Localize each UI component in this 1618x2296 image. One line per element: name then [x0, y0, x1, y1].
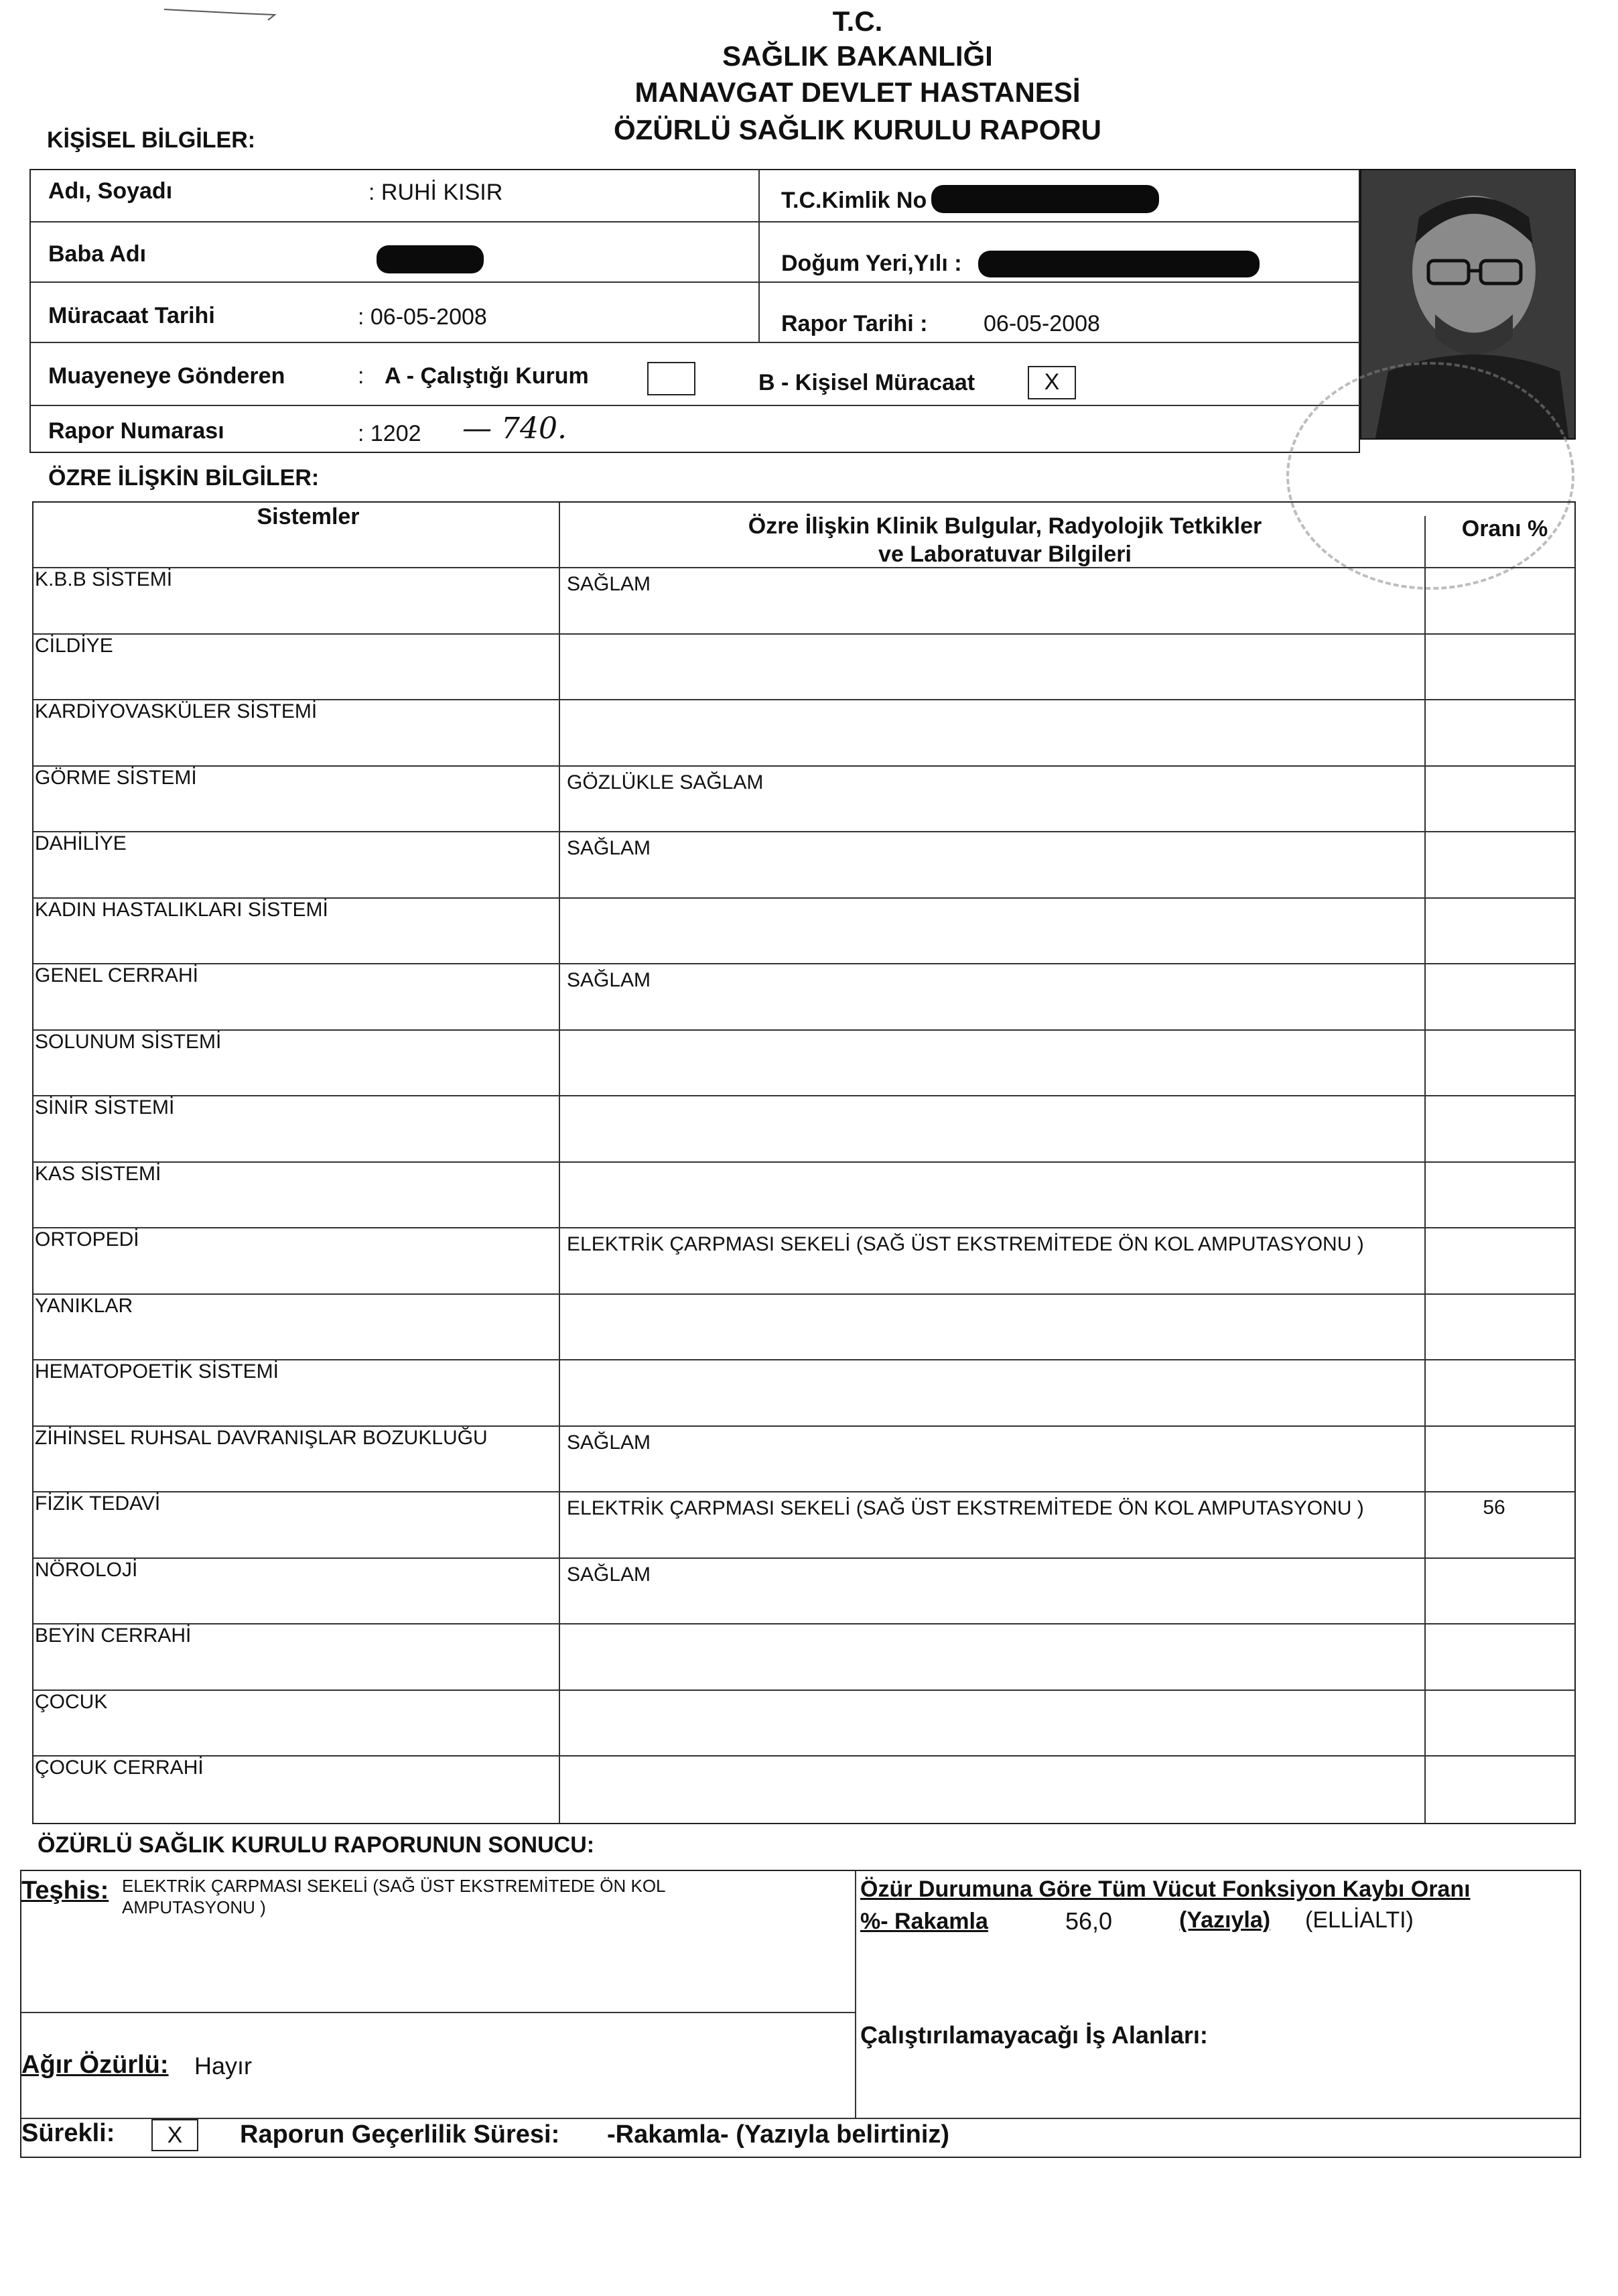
col-header-rate: Oranı %	[1461, 516, 1548, 541]
divider	[758, 170, 760, 342]
unworkable-label: Çalıştırılamayacağı İş Alanları:	[860, 2021, 1208, 2049]
severe-label: Ağır Özürlü:	[21, 2051, 169, 2079]
col-header-systems: Sistemler	[257, 504, 360, 529]
system-name: ORTOPEDİ	[35, 1228, 139, 1251]
scribble-mark	[161, 3, 281, 23]
system-finding: SAĞLAM	[567, 1564, 651, 1586]
header-report-title: ÖZÜRLÜ SAĞLIK KURULU RAPORU	[614, 114, 1101, 145]
system-name: YANIKLAR	[35, 1295, 133, 1317]
row-divider	[33, 633, 1574, 635]
personal-info-box	[29, 169, 1360, 453]
system-finding: ELEKTRİK ÇARPMASI SEKELİ (SAĞ ÜST EKSTREMİTEDE ÖN KOL AMPUTASYONU )	[567, 1497, 1364, 1519]
system-name: HEMATOPOETİK SİSTEMİ	[35, 1360, 279, 1383]
row-divider	[33, 567, 1574, 568]
system-name: NÖROLOJİ	[35, 1559, 138, 1581]
system-name: KARDİYOVASKÜLER SİSTEMİ	[35, 700, 318, 722]
row-divider	[33, 1293, 1574, 1295]
referrer-label: Muayeneye Gönderen	[48, 363, 285, 389]
row-divider	[33, 765, 1574, 767]
row-divider	[33, 1689, 1574, 1691]
report-date-value: 06-05-2008	[984, 311, 1100, 336]
divider	[31, 342, 1360, 343]
referrer-colon: :	[358, 363, 364, 389]
redaction-bar	[978, 251, 1260, 277]
column-divider	[855, 1871, 856, 2119]
validity-hint: -Rakamla- (Yazıyla belirtiniz)	[607, 2120, 950, 2149]
system-name: GENEL CERRAHİ	[35, 964, 198, 986]
column-divider	[1424, 516, 1426, 1823]
row-divider	[33, 1623, 1574, 1624]
name-value: : RUHİ KISIR	[368, 180, 503, 205]
system-name: DAHİLİYE	[35, 832, 127, 854]
system-finding: SAĞLAM	[567, 573, 651, 595]
row-divider	[33, 831, 1574, 832]
row-divider	[33, 1029, 1574, 1031]
loss-text-value: (ELLİALTI)	[1305, 1907, 1414, 1933]
loss-text-label: (Yazıyla)	[1179, 1907, 1271, 1933]
column-divider	[559, 503, 560, 1823]
tc-label: T.C.Kimlik No	[781, 188, 927, 213]
option-a-label: A - Çalıştığı Kurum	[385, 363, 589, 389]
row-divider	[33, 963, 1574, 964]
divider	[21, 2012, 855, 2013]
diagnosis-value: ELEKTRİK ÇARPMASI SEKELİ (SAĞ ÜST EKSTREMİTEDE ÖN KOL AMPUTASYONU )	[122, 1876, 665, 1917]
divider	[21, 2118, 1580, 2119]
system-name: ÇOCUK CERRAHİ	[35, 1757, 204, 1779]
col-header-findings-2: ve Laboratuvar Bilgileri	[878, 541, 1132, 567]
option-a-checkbox[interactable]	[647, 362, 695, 395]
result-section-title: ÖZÜRLÜ SAĞLIK KURULU RAPORUNUN SONUCU:	[38, 1832, 595, 1858]
system-name: FİZİK TEDAVİ	[35, 1492, 161, 1515]
disability-section-title: ÖZRE İLİŞKİN BİLGİLER:	[48, 465, 320, 491]
header-hospital: MANAVGAT DEVLET HASTANESİ	[634, 76, 1081, 108]
system-rate: 56	[1483, 1496, 1505, 1519]
divider	[31, 405, 1360, 406]
permanent-checkbox[interactable]: X	[151, 2119, 198, 2151]
name-label: Adı, Soyadı	[48, 178, 173, 204]
system-name: GÖRME SİSTEMİ	[35, 767, 197, 789]
report-number-label: Rapor Numarası	[48, 418, 224, 444]
system-name: ÇOCUK	[35, 1691, 108, 1713]
system-name: K.B.B SİSTEMİ	[35, 568, 173, 590]
application-date-value: : 06-05-2008	[358, 304, 487, 330]
row-divider	[33, 1755, 1574, 1757]
system-name: ZİHİNSEL RUHSAL DAVRANIŞLAR BOZUKLUĞU	[35, 1427, 488, 1449]
report-date-label: Rapor Tarihi :	[781, 311, 928, 336]
divider	[31, 221, 1360, 222]
birth-label: Doğum Yeri,Yılı :	[781, 251, 962, 276]
application-date-label: Müracaat Tarihi	[48, 303, 215, 328]
father-label: Baba Adı	[48, 241, 147, 267]
header-tc: T.C.	[832, 5, 883, 37]
system-finding: GÖZLÜKLE SAĞLAM	[567, 771, 764, 793]
system-name: CİLDİYE	[35, 635, 113, 657]
system-name: SİNİR SİSTEMİ	[35, 1096, 175, 1119]
loss-numeric-value: 56,0	[1065, 1907, 1113, 1935]
row-divider	[33, 1557, 1574, 1559]
row-divider	[33, 1491, 1574, 1492]
row-divider	[33, 1227, 1574, 1228]
redaction-bar	[377, 245, 484, 273]
permanent-label: Sürekli:	[21, 2119, 115, 2147]
system-finding: SAĞLAM	[567, 969, 651, 991]
system-name: KAS SİSTEMİ	[35, 1163, 161, 1185]
option-b-checkbox[interactable]: X	[1028, 366, 1076, 399]
system-finding: SAĞLAM	[567, 1431, 651, 1454]
redaction-bar	[931, 185, 1159, 213]
system-name: KADIN HASTALIKLARI SİSTEMİ	[35, 899, 328, 921]
option-b-label: B - Kişisel Müracaat	[758, 370, 975, 395]
validity-label: Raporun Geçerlilik Süresi:	[240, 2120, 560, 2149]
system-finding: ELEKTRİK ÇARPMASI SEKELİ (SAĞ ÜST EKSTREMİTEDE ÖN KOL AMPUTASYONU )	[567, 1233, 1364, 1255]
loss-title: Özür Durumuna Göre Tüm Vücut Fonksiyon Kaybı Oranı	[860, 1876, 1471, 1902]
col-header-findings-1: Özre İlişkin Klinik Bulgular, Radyolojik Tetkikler	[748, 513, 1262, 539]
divider	[31, 281, 1360, 283]
system-name: SOLUNUM SİSTEMİ	[35, 1031, 222, 1053]
row-divider	[33, 1161, 1574, 1163]
header-ministry: SAĞLIK BAKANLIĞI	[722, 40, 993, 72]
loss-numeric-label: %- Rakamla	[860, 1909, 988, 1934]
report-number-value: : 1202	[358, 421, 421, 446]
system-name: BEYİN CERRAHİ	[35, 1624, 192, 1647]
report-number-handwritten: — 740.	[462, 411, 567, 446]
personal-section-title: KİŞİSEL BİLGİLER:	[47, 127, 256, 153]
system-finding: SAĞLAM	[567, 837, 651, 859]
severe-value: Hayır	[194, 2052, 253, 2080]
row-divider	[33, 1095, 1574, 1096]
diagnosis-label: Teşhis:	[21, 1876, 109, 1905]
